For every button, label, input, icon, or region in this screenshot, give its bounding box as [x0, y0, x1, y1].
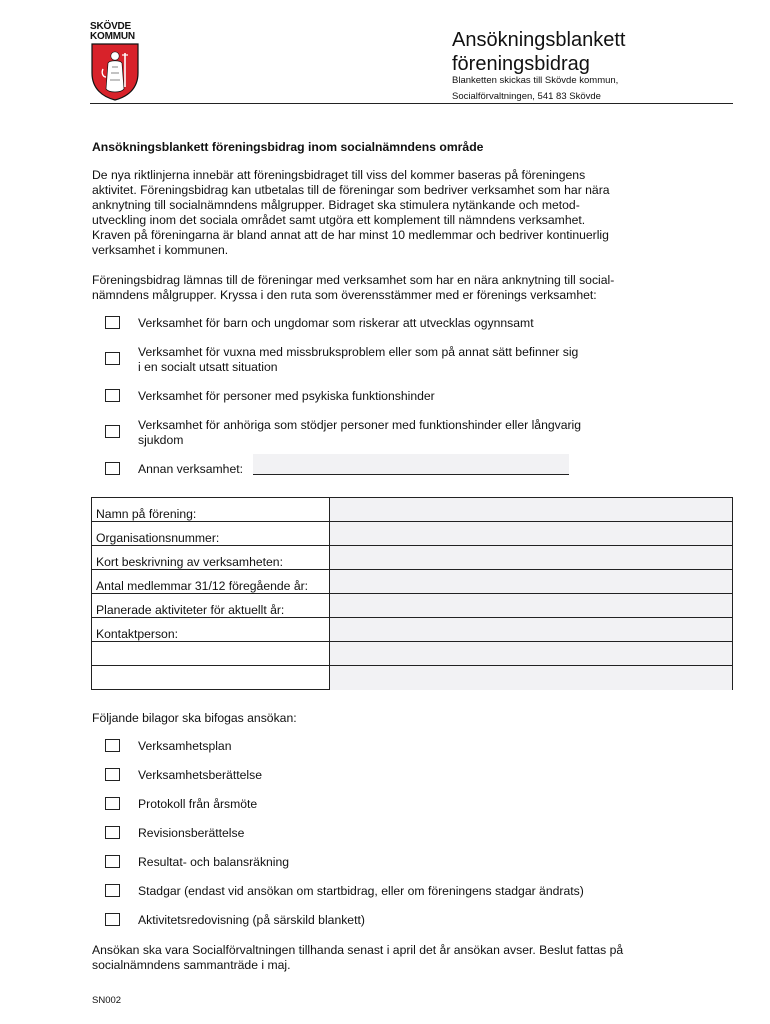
- page-title: [452, 28, 625, 76]
- attachment-checkbox-audit[interactable]: [105, 826, 120, 839]
- municipality-logo: [90, 22, 142, 102]
- attachment-checkbox-bylaws[interactable]: [105, 884, 120, 897]
- coat-of-arms-icon: [91, 43, 139, 101]
- closing-paragraph: [92, 943, 712, 973]
- form-code: SN002: [92, 995, 122, 1006]
- option-checkbox-mental-health[interactable]: [105, 389, 120, 402]
- option-checkbox-adults[interactable]: [105, 352, 120, 365]
- logo-text-line1: SKÖVDE: [90, 21, 132, 32]
- attachment-label-audit: Revisionsberättelse: [138, 826, 245, 840]
- contact-person-field[interactable]: [329, 618, 732, 641]
- closing-line: socialnämndens sammanträde i maj.: [92, 958, 291, 972]
- attachment-label-minutes: Protokoll från årsmöte: [138, 797, 258, 811]
- association-name-field[interactable]: [329, 498, 732, 521]
- attachment-label-bylaws: Stadgar (endast vid ansökan om startbidrag, eller om föreningens stadgar ändrats): [138, 884, 584, 898]
- section-heading: Ansökningsblankett föreningsbidrag inom socialnämndens område: [92, 140, 484, 154]
- logo-text-line2: KOMMUN: [90, 31, 135, 42]
- option-label-caregivers: [138, 418, 581, 448]
- option-label-mental-health: Verksamhet för personer med psykiska funktionshinder: [138, 389, 435, 403]
- field-label-contact-person: Kontaktperson:: [96, 627, 178, 641]
- intro-line: Kraven på föreningarna är bland annat att de har minst 10 medlemmar och bedriver kontinuerlig: [92, 228, 609, 242]
- attachment-checkbox-plan[interactable]: [105, 739, 120, 752]
- contact-extra-field[interactable]: [329, 666, 732, 690]
- option-label-line: sjukdom: [138, 433, 184, 447]
- intro-line: aktivitet. Föreningsbidrag kan utbetalas till de föreningar som bedriver verksamhet som har nära: [92, 183, 610, 197]
- attachment-checkbox-report[interactable]: [105, 768, 120, 781]
- title-line-2: föreningsbidrag: [452, 53, 590, 75]
- selection-line: Föreningsbidrag lämnas till de föreningar med verksamhet som har en nära anknytning till social-: [92, 273, 615, 287]
- option-checkbox-caregivers[interactable]: [105, 425, 120, 438]
- table-row: [92, 522, 732, 546]
- selection-line: nämndens målgrupper. Kryssa i den ruta som överensstämmer med er förenings verksamhet:: [92, 288, 597, 302]
- intro-line: De nya riktlinjerna innebär att föreningsbidraget till viss del kommer baseras på föreningens: [92, 168, 586, 182]
- table-row: [92, 594, 732, 618]
- attachment-checkbox-minutes[interactable]: [105, 797, 120, 810]
- mailing-info-line-2: Socialförvaltningen, 541 83 Skövde: [452, 91, 601, 102]
- planned-activities-field[interactable]: [329, 594, 732, 617]
- field-label-org-number: Organisationsnummer:: [96, 531, 220, 545]
- option-label-youth: Verksamhet för barn och ungdomar som riskerar att utvecklas ogynnsamt: [138, 316, 534, 330]
- attachment-label-report: Verksamhetsberättelse: [138, 768, 262, 782]
- table-row: [92, 498, 732, 522]
- selection-instructions: [92, 273, 712, 303]
- title-line-1: Ansökningsblankett: [452, 29, 626, 51]
- attachment-label-financials: Resultat- och balansräkning: [138, 855, 290, 869]
- table-row: [92, 618, 732, 642]
- member-count-field[interactable]: [329, 570, 732, 593]
- table-row: [92, 642, 732, 666]
- intro-line: verksamhet i kommunen.: [92, 243, 229, 257]
- attachment-label-activity-report: Aktivitetsredovisning (på särskild blankett): [138, 913, 365, 927]
- option-label-line: i en socialt utsatt situation: [138, 360, 278, 374]
- contact-extra-field[interactable]: [329, 642, 732, 665]
- description-field[interactable]: [329, 546, 732, 569]
- option-label-line: Verksamhet för anhöriga som stödjer personer med funktionshinder eller långvarig: [138, 418, 582, 432]
- association-info-table: [91, 497, 733, 690]
- org-number-field[interactable]: [329, 522, 732, 545]
- table-row: [92, 570, 732, 594]
- closing-line: Ansökan ska vara Socialförvaltningen tillhanda senast i april det år ansökan avser. Beslut fattas på: [92, 943, 624, 957]
- header-divider: [90, 103, 733, 104]
- table-row: [92, 666, 732, 690]
- option-checkbox-youth[interactable]: [105, 316, 120, 329]
- option-checkbox-other[interactable]: [105, 462, 120, 475]
- field-label-description: Kort beskrivning av verksamheten:: [96, 555, 283, 569]
- attachment-label-plan: Verksamhetsplan: [138, 739, 232, 753]
- table-row: [92, 546, 732, 570]
- field-label-association-name: Namn på förening:: [96, 507, 197, 521]
- field-label-member-count: Antal medlemmar 31/12 föregående år:: [96, 579, 309, 593]
- intro-line: anknytning till socialnämndens målgrupper. Bidraget ska stimulera nytänkande och metod-: [92, 198, 580, 212]
- mailing-info: [452, 73, 618, 105]
- intro-paragraph: [92, 168, 712, 258]
- option-label-adults: [138, 345, 578, 375]
- option-label-line: Verksamhet för vuxna med missbruksproblem eller som på annat sätt befinner sig: [138, 345, 579, 359]
- attachment-checkbox-activity-report[interactable]: [105, 913, 120, 926]
- other-activity-input[interactable]: [253, 454, 569, 475]
- attachments-intro: Följande bilagor ska bifogas ansökan:: [92, 711, 297, 725]
- option-label-other: Annan verksamhet:: [138, 462, 244, 476]
- attachment-checkbox-financials[interactable]: [105, 855, 120, 868]
- intro-line: utveckling inom det sociala området samt utgöra ett komplement till nämndens verksamhet.: [92, 213, 586, 227]
- mailing-info-line-1: Blanketten skickas till Skövde kommun,: [452, 75, 619, 86]
- field-label-planned-activities: Planerade aktiviteter för aktuellt år:: [96, 603, 285, 617]
